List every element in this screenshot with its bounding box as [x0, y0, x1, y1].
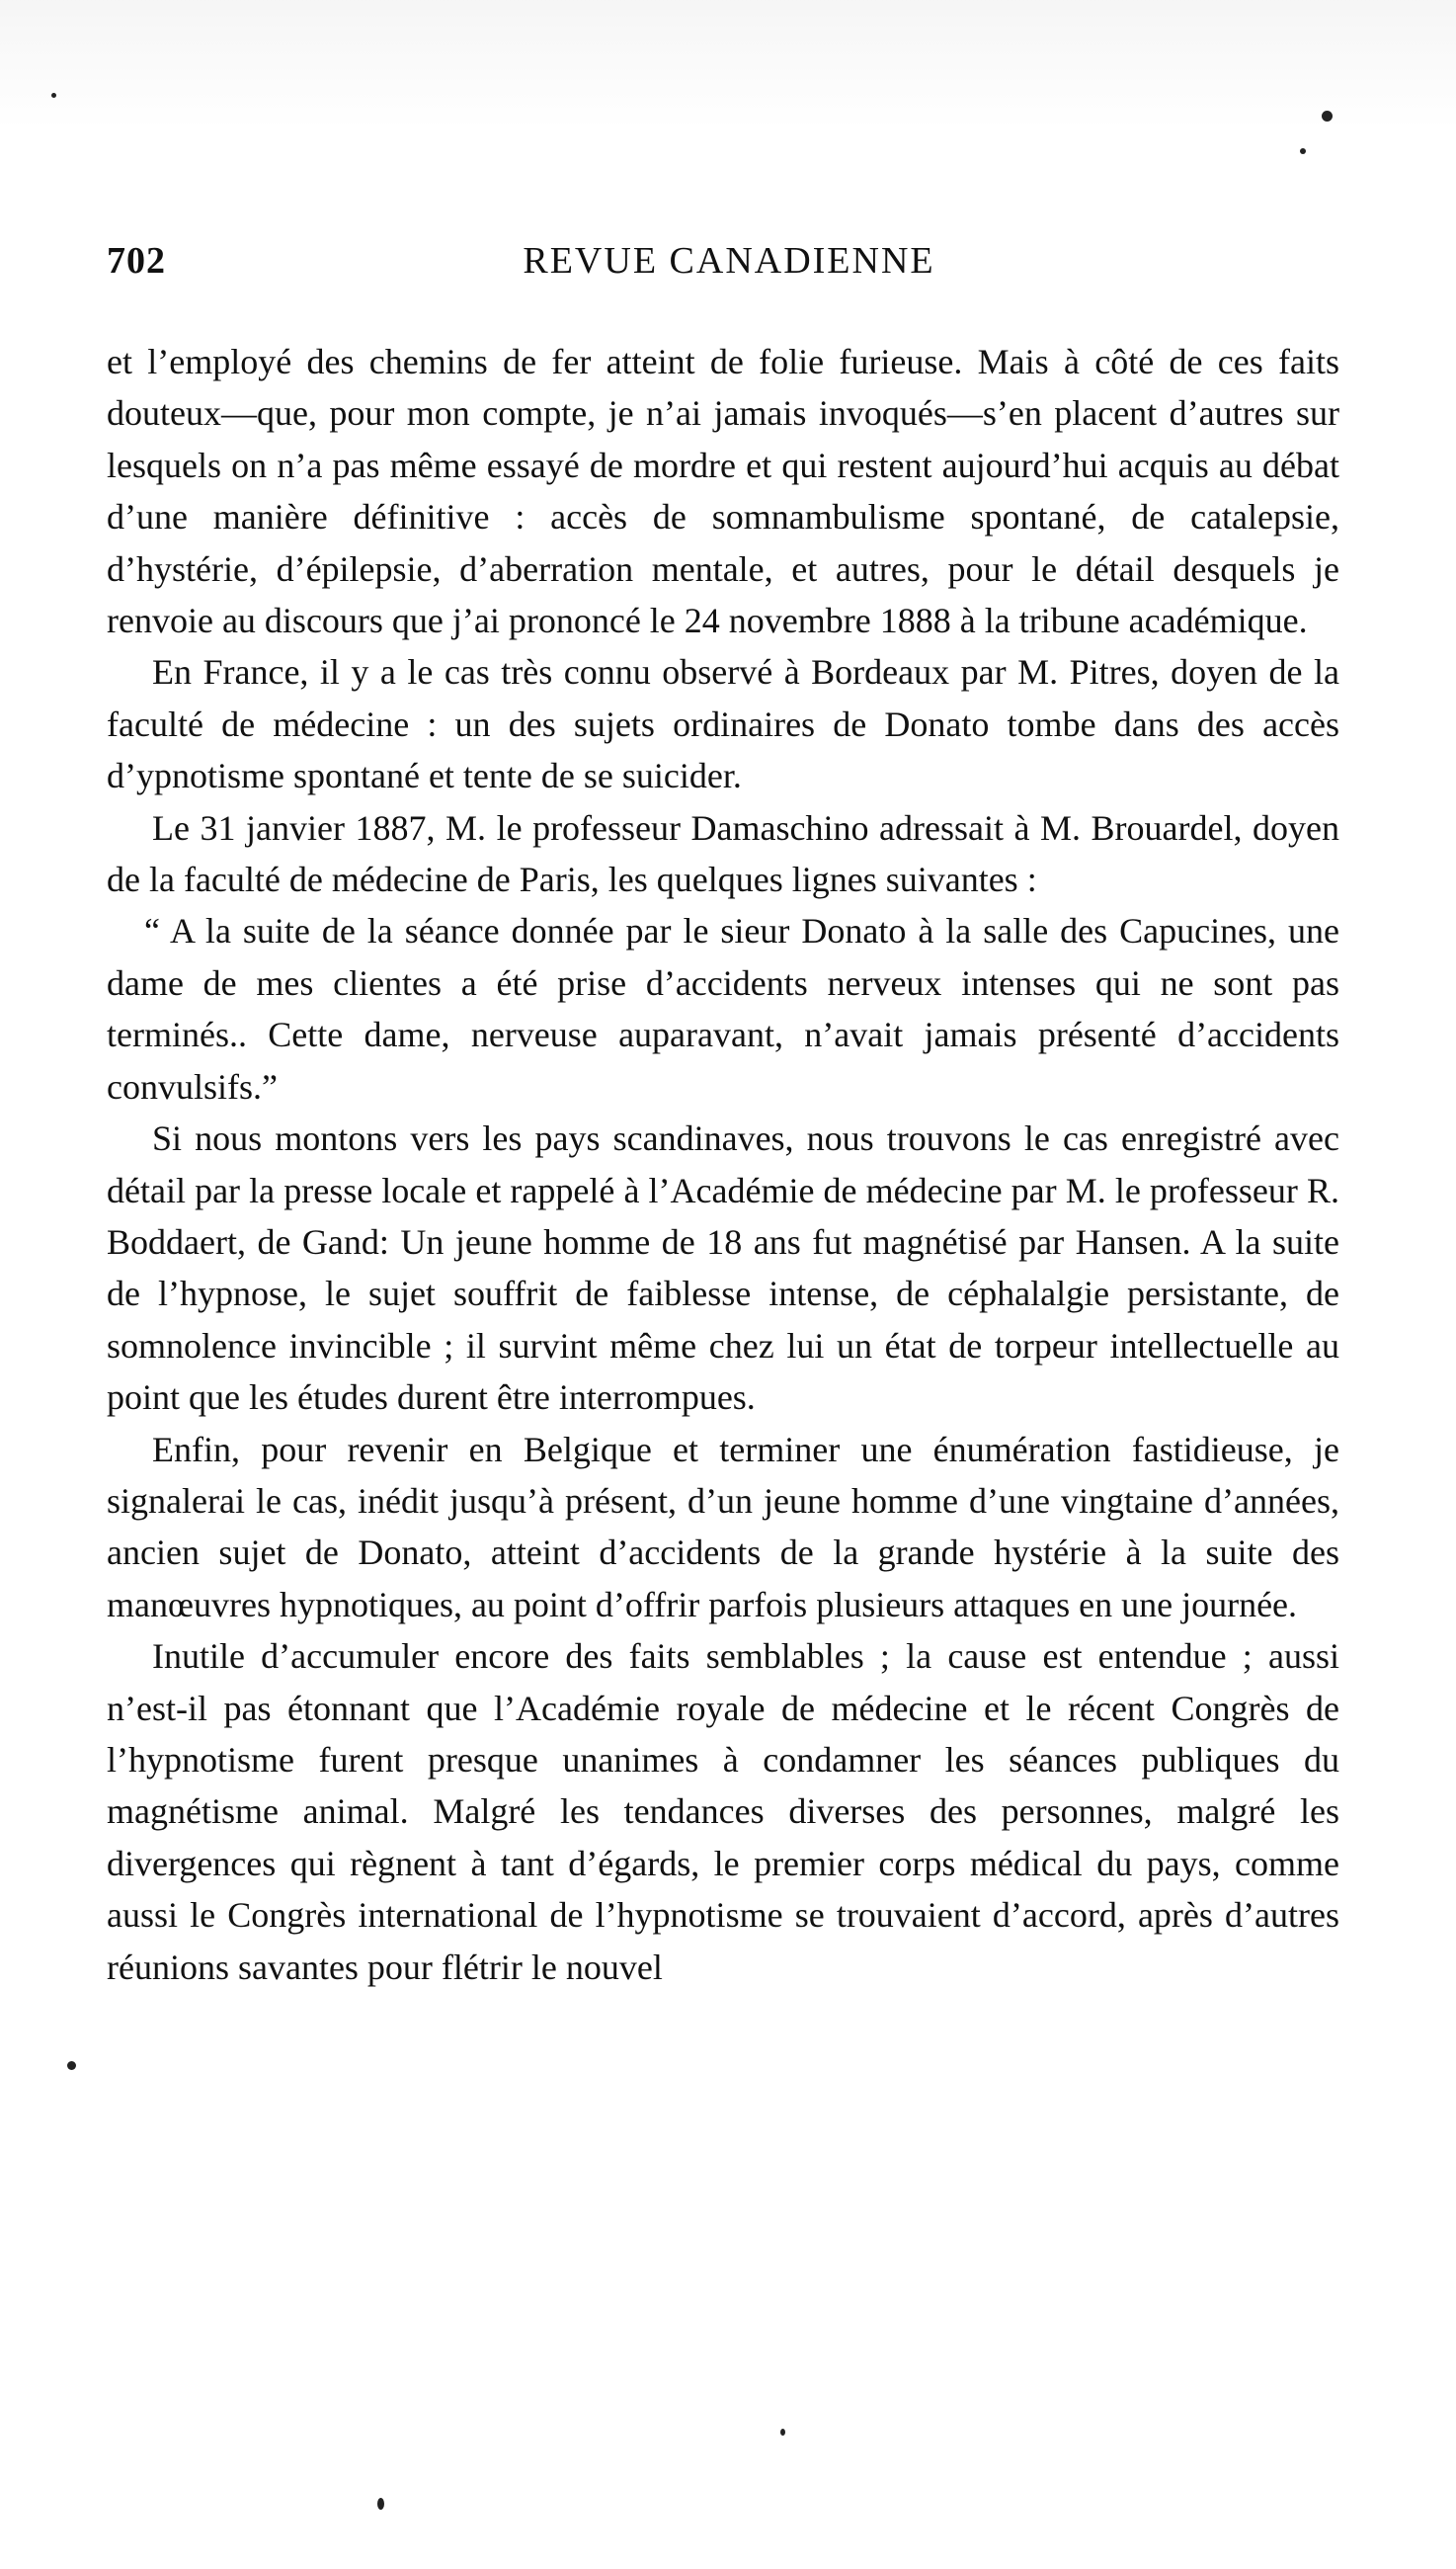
page-number: 702: [107, 240, 166, 282]
scan-artifact-dot: [51, 93, 56, 98]
paragraph-7: Inutile d’accumuler encore des faits semblables ; la cause est entendue ; aussi n’est-il pas étonnant que l’Académie royale de médecine et le récent Congrès de l’hypnotisme furent presque unanimes à condamner les séances publiques du magnétisme animal. Malgré les tendances diverses des personnes, malgré les divergences qui règnent à tant d’égards, le premier corps médical du pays, comme aussi le Congrès international de l’hypnotisme se trouvaient d’accord, après d’autres réunions savantes pour flétrir le nouvel: [107, 1636, 1339, 1987]
scan-artifact-dot: [67, 2061, 76, 2070]
scan-artifact-dot: [377, 2498, 384, 2510]
body-text: [107, 336, 1339, 1993]
running-head: [107, 239, 1351, 298]
journal-title: REVUE CANADIENNE: [523, 240, 935, 282]
scan-artifact-dot: [1322, 111, 1333, 122]
scan-artifact-dot: [780, 2429, 785, 2436]
paragraph-2: En France, il y a le cas très connu observé à Bordeaux par M. Pitres, doyen de la faculté de médecine : un des sujets ordinaires de Donato tombe dans des accès d’ypnotisme spontané et tente de se suicider.: [107, 652, 1339, 796]
scan-artifact-dot: [1300, 148, 1306, 154]
paragraph-6: Enfin, pour revenir en Belgique et terminer une énumération fastidieuse, je signalerai le cas, inédit jusqu’à présent, d’un jeune homme d’une vingtaine d’années, ancien sujet de Donato, atteint d’accidents de la grande hystérie à la suite des manœuvres hypnotiques, au point d’offrir parfois plusieurs attaques en une journée.: [107, 1429, 1339, 1624]
paragraph-1: et l’employé des chemins de fer atteint de folie furieuse. Mais à côté de ces faits douteux—que, pour mon compte, je n’ai jamais invoqués—s’en placent d’autres sur lesquels on n’a pas même essayé de mordre et qui restent aujourd’hui acquis au débat d’une manière définitive : accès de somnambulisme spontané, de catalepsie, d’hystérie, d’épilepsie, d’aberration mentale, et autres, pour le détail desquels je renvoie au discours que j’ai prononcé le 24 novembre 1888 à la tribune académique.: [107, 342, 1339, 641]
paragraph-5: Si nous montons vers les pays scandinaves, nous trouvons le cas enregistré avec détail par la presse locale et rappelé à l’Académie de médecine par M. le professeur R. Boddaert, de Gand: Un jeune homme de 18 ans fut magnétisé par Hansen. A la suite de l’hypnose, le sujet souffrit de faiblesse intense, de céphalalgie persistante, de somnolence invincible ; il survint même chez lui un état de torpeur intellectuelle au point que les études durent être interrompues.: [107, 1119, 1339, 1418]
scan-speckle-band: [0, 0, 1456, 128]
paragraph-3: Le 31 janvier 1887, M. le professeur Damaschino adressait à M. Brouardel, doyen de la faculté de médecine de Paris, les quelques lignes suivantes :: [107, 807, 1339, 900]
quotation-paragraph: “ A la suite de la séance donnée par le sieur Donato à la salle des Capucines, une dame de mes clientes a été prise d’accidents nerveux intenses qui ne sont pas terminés.. Cette dame, nerveuse auparavant, n’avait jamais présenté d’accidents convulsifs.”: [107, 911, 1339, 1107]
